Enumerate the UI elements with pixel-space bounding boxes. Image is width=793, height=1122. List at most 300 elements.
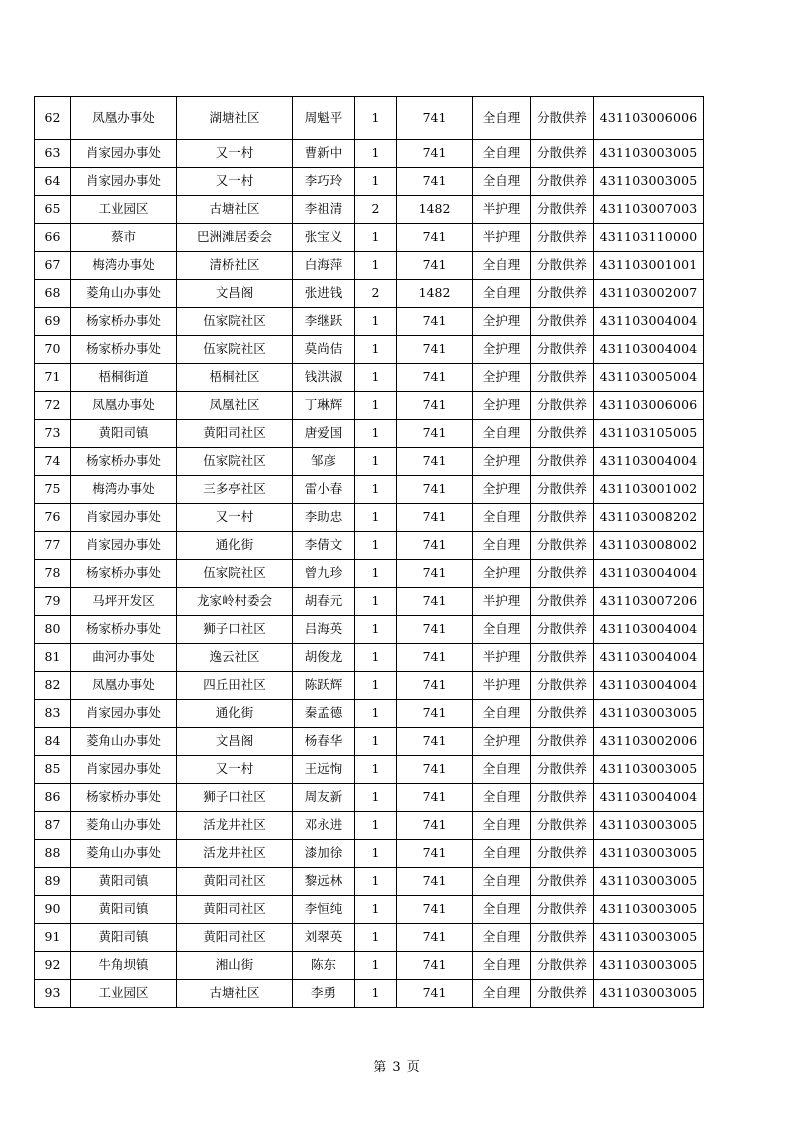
cell-amount: 741 <box>397 252 473 280</box>
cell-amount: 741 <box>397 308 473 336</box>
cell-support-mode: 分散供养 <box>531 280 594 308</box>
cell-community: 湘山街 <box>177 952 293 980</box>
cell-area: 杨家桥办事处 <box>71 448 177 476</box>
cell-area: 菱角山办事处 <box>71 728 177 756</box>
cell-no: 70 <box>35 336 71 364</box>
cell-amount: 741 <box>397 448 473 476</box>
cell-name: 杨春华 <box>293 728 355 756</box>
cell-name: 刘翠英 <box>293 924 355 952</box>
cell-name: 张进钱 <box>293 280 355 308</box>
cell-support-mode: 分散供养 <box>531 97 594 140</box>
cell-no: 86 <box>35 784 71 812</box>
cell-amount: 741 <box>397 980 473 1008</box>
cell-no: 93 <box>35 980 71 1008</box>
cell-name: 周友新 <box>293 784 355 812</box>
cell-care-level: 全自理 <box>473 97 531 140</box>
table-row <box>35 644 704 672</box>
cell-count: 1 <box>355 616 397 644</box>
cell-area: 梧桐街道 <box>71 364 177 392</box>
cell-name: 李倩文 <box>293 532 355 560</box>
cell-count: 1 <box>355 252 397 280</box>
cell-count: 1 <box>355 840 397 868</box>
cell-care-level: 全自理 <box>473 280 531 308</box>
cell-amount: 741 <box>397 140 473 168</box>
cell-community: 狮子口社区 <box>177 616 293 644</box>
cell-code: 431103004004 <box>594 308 704 336</box>
cell-no: 79 <box>35 588 71 616</box>
cell-name: 丁琳辉 <box>293 392 355 420</box>
cell-amount: 741 <box>397 616 473 644</box>
cell-area: 曲河办事处 <box>71 644 177 672</box>
table-row <box>35 840 704 868</box>
cell-support-mode: 分散供养 <box>531 448 594 476</box>
cell-support-mode: 分散供养 <box>531 784 594 812</box>
cell-amount: 741 <box>397 588 473 616</box>
cell-community: 凤凰社区 <box>177 392 293 420</box>
cell-care-level: 全自理 <box>473 252 531 280</box>
cell-name: 胡俊龙 <box>293 644 355 672</box>
cell-amount: 1482 <box>397 280 473 308</box>
cell-support-mode: 分散供养 <box>531 252 594 280</box>
cell-area: 凤凰办事处 <box>71 672 177 700</box>
records-table <box>34 96 704 1008</box>
cell-support-mode: 分散供养 <box>531 672 594 700</box>
cell-area: 肖家园办事处 <box>71 140 177 168</box>
cell-care-level: 全自理 <box>473 616 531 644</box>
cell-community: 伍家院社区 <box>177 448 293 476</box>
cell-code: 431103003005 <box>594 924 704 952</box>
cell-community: 伍家院社区 <box>177 336 293 364</box>
footer-page-number: 3 <box>392 1060 401 1075</box>
cell-support-mode: 分散供养 <box>531 980 594 1008</box>
cell-count: 1 <box>355 924 397 952</box>
cell-count: 1 <box>355 672 397 700</box>
cell-care-level: 全自理 <box>473 168 531 196</box>
cell-no: 90 <box>35 896 71 924</box>
cell-name: 雷小春 <box>293 476 355 504</box>
cell-community: 梧桐社区 <box>177 364 293 392</box>
table-row <box>35 392 704 420</box>
cell-community: 又一村 <box>177 504 293 532</box>
cell-no: 64 <box>35 168 71 196</box>
cell-community: 湖塘社区 <box>177 97 293 140</box>
cell-community: 逸云社区 <box>177 644 293 672</box>
cell-support-mode: 分散供养 <box>531 364 594 392</box>
cell-community: 巴洲滩居委会 <box>177 224 293 252</box>
cell-community: 黄阳司社区 <box>177 896 293 924</box>
cell-amount: 741 <box>397 728 473 756</box>
cell-amount: 741 <box>397 784 473 812</box>
cell-care-level: 全自理 <box>473 952 531 980</box>
cell-amount: 741 <box>397 420 473 448</box>
cell-area: 工业园区 <box>71 196 177 224</box>
table-row <box>35 728 704 756</box>
cell-support-mode: 分散供养 <box>531 868 594 896</box>
cell-no: 81 <box>35 644 71 672</box>
cell-area: 杨家桥办事处 <box>71 616 177 644</box>
cell-name: 邹彦 <box>293 448 355 476</box>
cell-code: 431103004004 <box>594 336 704 364</box>
cell-amount: 741 <box>397 840 473 868</box>
cell-care-level: 全自理 <box>473 840 531 868</box>
cell-community: 又一村 <box>177 168 293 196</box>
cell-support-mode: 分散供养 <box>531 812 594 840</box>
cell-community: 黄阳司社区 <box>177 868 293 896</box>
table-row <box>35 504 704 532</box>
cell-care-level: 全护理 <box>473 392 531 420</box>
cell-name: 黎远林 <box>293 868 355 896</box>
cell-no: 78 <box>35 560 71 588</box>
cell-name: 曹新中 <box>293 140 355 168</box>
cell-area: 肖家园办事处 <box>71 504 177 532</box>
cell-care-level: 半护理 <box>473 672 531 700</box>
cell-name: 曾九珍 <box>293 560 355 588</box>
cell-care-level: 全自理 <box>473 504 531 532</box>
cell-name: 陈东 <box>293 952 355 980</box>
table-row <box>35 700 704 728</box>
cell-name: 漆加徐 <box>293 840 355 868</box>
cell-support-mode: 分散供养 <box>531 168 594 196</box>
cell-count: 1 <box>355 336 397 364</box>
table-row <box>35 924 704 952</box>
cell-no: 91 <box>35 924 71 952</box>
cell-support-mode: 分散供养 <box>531 616 594 644</box>
cell-count: 1 <box>355 560 397 588</box>
cell-code: 431103005004 <box>594 364 704 392</box>
cell-care-level: 全护理 <box>473 728 531 756</box>
cell-name: 唐爱国 <box>293 420 355 448</box>
cell-no: 75 <box>35 476 71 504</box>
cell-care-level: 全护理 <box>473 476 531 504</box>
cell-area: 杨家桥办事处 <box>71 308 177 336</box>
cell-code: 431103004004 <box>594 672 704 700</box>
table-row <box>35 140 704 168</box>
cell-care-level: 半护理 <box>473 644 531 672</box>
cell-community: 黄阳司社区 <box>177 924 293 952</box>
cell-name: 邓永进 <box>293 812 355 840</box>
cell-count: 1 <box>355 392 397 420</box>
cell-amount: 1482 <box>397 196 473 224</box>
cell-amount: 741 <box>397 364 473 392</box>
table-row <box>35 812 704 840</box>
cell-count: 1 <box>355 532 397 560</box>
cell-community: 清桥社区 <box>177 252 293 280</box>
cell-amount: 741 <box>397 97 473 140</box>
cell-area: 黄阳司镇 <box>71 896 177 924</box>
cell-count: 1 <box>355 140 397 168</box>
cell-no: 72 <box>35 392 71 420</box>
cell-care-level: 全护理 <box>473 364 531 392</box>
cell-code: 431103001001 <box>594 252 704 280</box>
cell-code: 431103003005 <box>594 140 704 168</box>
cell-count: 1 <box>355 896 397 924</box>
table-row <box>35 784 704 812</box>
cell-count: 1 <box>355 168 397 196</box>
cell-count: 1 <box>355 980 397 1008</box>
cell-no: 92 <box>35 952 71 980</box>
cell-support-mode: 分散供养 <box>531 308 594 336</box>
cell-area: 牛角坝镇 <box>71 952 177 980</box>
cell-amount: 741 <box>397 868 473 896</box>
cell-count: 1 <box>355 448 397 476</box>
cell-area: 凤凰办事处 <box>71 97 177 140</box>
cell-community: 三多亭社区 <box>177 476 293 504</box>
cell-code: 431103105005 <box>594 420 704 448</box>
cell-amount: 741 <box>397 896 473 924</box>
cell-name: 李祖清 <box>293 196 355 224</box>
cell-community: 黄阳司社区 <box>177 420 293 448</box>
cell-support-mode: 分散供养 <box>531 756 594 784</box>
cell-care-level: 全自理 <box>473 756 531 784</box>
cell-support-mode: 分散供养 <box>531 588 594 616</box>
cell-amount: 741 <box>397 952 473 980</box>
cell-area: 马坪开发区 <box>71 588 177 616</box>
cell-care-level: 全自理 <box>473 420 531 448</box>
cell-care-level: 半护理 <box>473 196 531 224</box>
cell-support-mode: 分散供养 <box>531 336 594 364</box>
cell-area: 梅湾办事处 <box>71 476 177 504</box>
cell-community: 活龙井社区 <box>177 840 293 868</box>
cell-code: 431103004004 <box>594 616 704 644</box>
cell-code: 431103004004 <box>594 784 704 812</box>
cell-no: 69 <box>35 308 71 336</box>
cell-count: 2 <box>355 196 397 224</box>
cell-community: 四丘田社区 <box>177 672 293 700</box>
cell-support-mode: 分散供养 <box>531 728 594 756</box>
cell-count: 1 <box>355 364 397 392</box>
cell-count: 1 <box>355 952 397 980</box>
cell-name: 胡春元 <box>293 588 355 616</box>
cell-area: 凤凰办事处 <box>71 392 177 420</box>
table-row <box>35 560 704 588</box>
cell-community: 龙家岭村委会 <box>177 588 293 616</box>
cell-community: 又一村 <box>177 756 293 784</box>
cell-amount: 741 <box>397 644 473 672</box>
cell-support-mode: 分散供养 <box>531 420 594 448</box>
cell-count: 1 <box>355 728 397 756</box>
cell-community: 活龙井社区 <box>177 812 293 840</box>
cell-code: 431103003005 <box>594 168 704 196</box>
cell-no: 63 <box>35 140 71 168</box>
footer-prefix: 第 <box>373 1060 387 1075</box>
cell-community: 通化街 <box>177 532 293 560</box>
cell-area: 黄阳司镇 <box>71 420 177 448</box>
cell-count: 1 <box>355 756 397 784</box>
cell-amount: 741 <box>397 168 473 196</box>
cell-support-mode: 分散供养 <box>531 476 594 504</box>
cell-count: 1 <box>355 224 397 252</box>
cell-name: 李恒纯 <box>293 896 355 924</box>
cell-name: 李勇 <box>293 980 355 1008</box>
cell-code: 431103007003 <box>594 196 704 224</box>
cell-code: 431103003005 <box>594 700 704 728</box>
cell-area: 杨家桥办事处 <box>71 560 177 588</box>
cell-count: 1 <box>355 784 397 812</box>
cell-code: 431103004004 <box>594 448 704 476</box>
table-row <box>35 364 704 392</box>
cell-code: 431103008002 <box>594 532 704 560</box>
cell-code: 431103003005 <box>594 840 704 868</box>
cell-area: 杨家桥办事处 <box>71 336 177 364</box>
footer-suffix: 页 <box>406 1060 420 1075</box>
cell-care-level: 全自理 <box>473 140 531 168</box>
cell-no: 84 <box>35 728 71 756</box>
cell-count: 1 <box>355 868 397 896</box>
cell-amount: 741 <box>397 224 473 252</box>
cell-no: 82 <box>35 672 71 700</box>
cell-care-level: 全护理 <box>473 336 531 364</box>
cell-support-mode: 分散供养 <box>531 140 594 168</box>
cell-community: 又一村 <box>177 140 293 168</box>
cell-support-mode: 分散供养 <box>531 532 594 560</box>
cell-code: 431103008202 <box>594 504 704 532</box>
cell-amount: 741 <box>397 756 473 784</box>
table-row <box>35 952 704 980</box>
cell-count: 1 <box>355 504 397 532</box>
cell-amount: 741 <box>397 560 473 588</box>
cell-care-level: 全护理 <box>473 448 531 476</box>
cell-care-level: 全自理 <box>473 924 531 952</box>
cell-name: 王远恂 <box>293 756 355 784</box>
cell-code: 431103003005 <box>594 952 704 980</box>
cell-community: 通化街 <box>177 700 293 728</box>
table-row <box>35 896 704 924</box>
cell-count: 1 <box>355 588 397 616</box>
table-row <box>35 168 704 196</box>
cell-area: 菱角山办事处 <box>71 812 177 840</box>
cell-no: 65 <box>35 196 71 224</box>
table-body <box>35 97 704 1008</box>
cell-care-level: 全自理 <box>473 812 531 840</box>
cell-amount: 741 <box>397 924 473 952</box>
cell-code: 431103001002 <box>594 476 704 504</box>
cell-care-level: 全自理 <box>473 896 531 924</box>
table-row <box>35 476 704 504</box>
cell-code: 431103004004 <box>594 560 704 588</box>
cell-amount: 741 <box>397 812 473 840</box>
cell-code: 431103003005 <box>594 756 704 784</box>
cell-community: 狮子口社区 <box>177 784 293 812</box>
table-row <box>35 308 704 336</box>
cell-name: 李继跃 <box>293 308 355 336</box>
cell-area: 杨家桥办事处 <box>71 784 177 812</box>
cell-support-mode: 分散供养 <box>531 504 594 532</box>
cell-care-level: 全自理 <box>473 868 531 896</box>
cell-amount: 741 <box>397 532 473 560</box>
cell-code: 431103006006 <box>594 392 704 420</box>
cell-community: 文昌阁 <box>177 280 293 308</box>
cell-amount: 741 <box>397 476 473 504</box>
cell-code: 431103002006 <box>594 728 704 756</box>
cell-name: 秦孟德 <box>293 700 355 728</box>
cell-no: 83 <box>35 700 71 728</box>
cell-community: 古塘社区 <box>177 980 293 1008</box>
cell-name: 李助忠 <box>293 504 355 532</box>
cell-count: 1 <box>355 700 397 728</box>
cell-code: 431103003005 <box>594 812 704 840</box>
cell-name: 钱洪淑 <box>293 364 355 392</box>
cell-name: 李巧玲 <box>293 168 355 196</box>
cell-no: 89 <box>35 868 71 896</box>
cell-area: 蔡市 <box>71 224 177 252</box>
cell-care-level: 全自理 <box>473 784 531 812</box>
cell-count: 1 <box>355 97 397 140</box>
table-row <box>35 588 704 616</box>
cell-support-mode: 分散供养 <box>531 560 594 588</box>
cell-care-level: 全护理 <box>473 560 531 588</box>
cell-area: 肖家园办事处 <box>71 168 177 196</box>
cell-code: 431103007206 <box>594 588 704 616</box>
table-row <box>35 252 704 280</box>
table-row <box>35 224 704 252</box>
cell-support-mode: 分散供养 <box>531 700 594 728</box>
cell-code: 431103004004 <box>594 644 704 672</box>
cell-name: 周魁平 <box>293 97 355 140</box>
cell-code: 431103002007 <box>594 280 704 308</box>
cell-name: 陈跃辉 <box>293 672 355 700</box>
cell-code: 431103003005 <box>594 980 704 1008</box>
cell-amount: 741 <box>397 672 473 700</box>
cell-name: 白海萍 <box>293 252 355 280</box>
cell-care-level: 全自理 <box>473 532 531 560</box>
table-row <box>35 868 704 896</box>
cell-care-level: 全自理 <box>473 980 531 1008</box>
cell-count: 1 <box>355 812 397 840</box>
cell-no: 62 <box>35 97 71 140</box>
table-row <box>35 448 704 476</box>
cell-area: 肖家园办事处 <box>71 756 177 784</box>
cell-area: 黄阳司镇 <box>71 868 177 896</box>
cell-support-mode: 分散供养 <box>531 924 594 952</box>
cell-code: 431103003005 <box>594 868 704 896</box>
cell-no: 88 <box>35 840 71 868</box>
table-row <box>35 756 704 784</box>
cell-support-mode: 分散供养 <box>531 392 594 420</box>
cell-no: 68 <box>35 280 71 308</box>
cell-no: 77 <box>35 532 71 560</box>
cell-count: 1 <box>355 476 397 504</box>
cell-code: 431103110000 <box>594 224 704 252</box>
cell-amount: 741 <box>397 504 473 532</box>
cell-area: 肖家园办事处 <box>71 532 177 560</box>
cell-support-mode: 分散供养 <box>531 224 594 252</box>
cell-no: 67 <box>35 252 71 280</box>
table-row <box>35 532 704 560</box>
table-row <box>35 97 704 140</box>
cell-name: 张宝义 <box>293 224 355 252</box>
cell-no: 80 <box>35 616 71 644</box>
cell-support-mode: 分散供养 <box>531 644 594 672</box>
cell-no: 71 <box>35 364 71 392</box>
table-row <box>35 672 704 700</box>
cell-count: 2 <box>355 280 397 308</box>
cell-care-level: 半护理 <box>473 588 531 616</box>
cell-community: 伍家院社区 <box>177 308 293 336</box>
cell-support-mode: 分散供养 <box>531 196 594 224</box>
cell-name: 莫尚佶 <box>293 336 355 364</box>
cell-no: 85 <box>35 756 71 784</box>
cell-code: 431103006006 <box>594 97 704 140</box>
cell-area: 工业园区 <box>71 980 177 1008</box>
cell-area: 肖家园办事处 <box>71 700 177 728</box>
cell-community: 伍家院社区 <box>177 560 293 588</box>
cell-care-level: 全护理 <box>473 308 531 336</box>
cell-no: 76 <box>35 504 71 532</box>
cell-support-mode: 分散供养 <box>531 952 594 980</box>
cell-count: 1 <box>355 308 397 336</box>
cell-no: 74 <box>35 448 71 476</box>
cell-amount: 741 <box>397 700 473 728</box>
